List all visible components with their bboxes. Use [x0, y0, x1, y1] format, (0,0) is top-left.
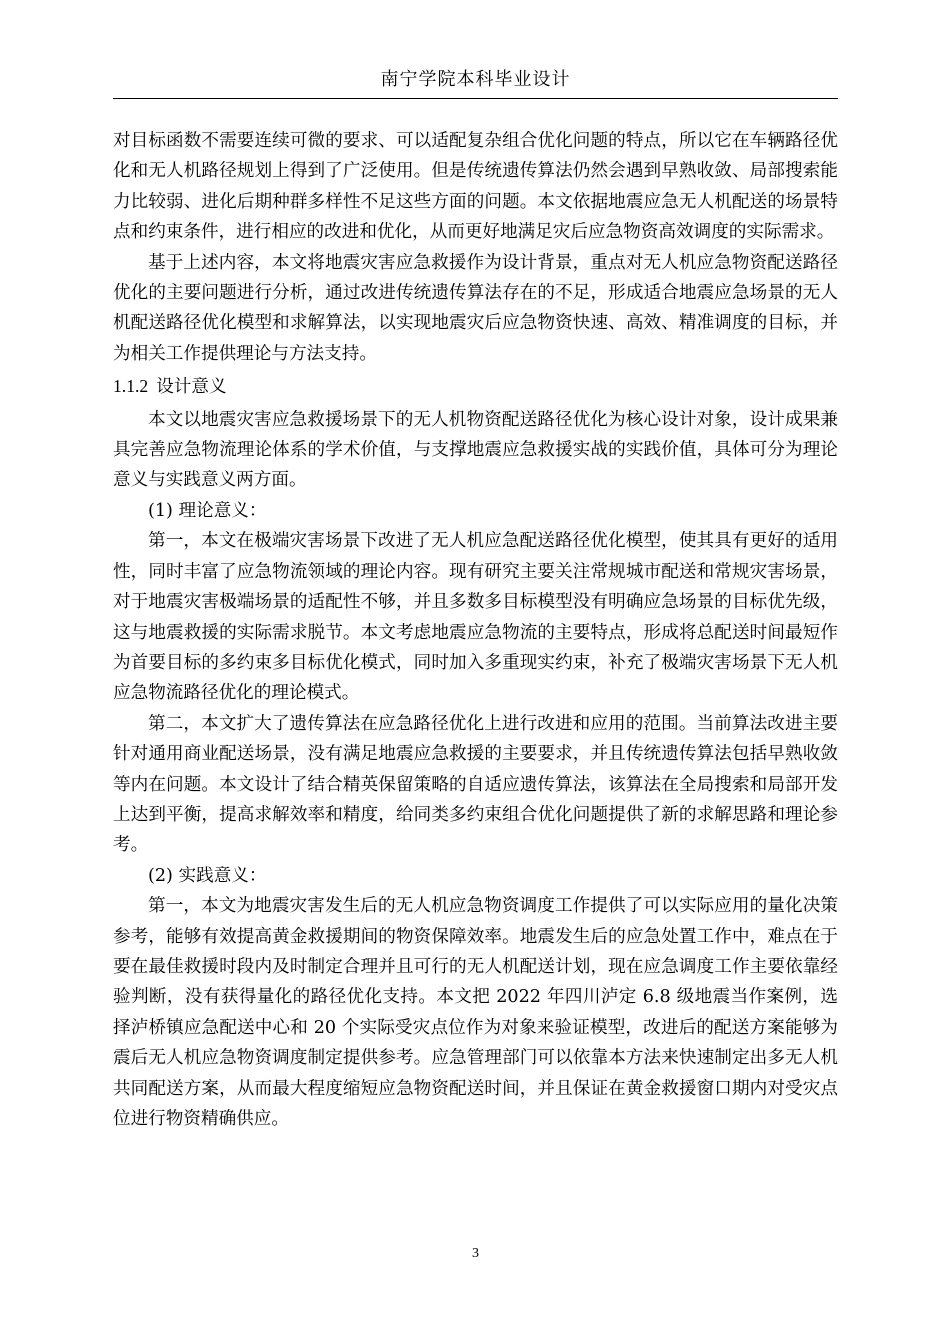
- running-header: 南宁学院本科毕业设计: [380, 69, 571, 90]
- paragraph-significance-intro: 本文以地震灾害应急救援场景下的无人机物资配送路径优化为核心设计对象，设计成果兼具完善应急物流理论体系的学术价值，与支撑地震应急救援实战的实践价值，具体可分为理论意义与实践意义两方面。: [113, 409, 838, 491]
- paragraph-theoretical-second: 第二，本文扩大了遗传算法在应急路径优化上进行改进和应用的范围。当前算法改进主要针对通用商业配送场景，没有满足地震应急救援的主要要求，并且传统遗传算法包括早熟收敛等内在问题。本文设计了结合精英保留策略的自适应遗传算法，该算法在全局搜索和局部开发上达到平衡，提高求解效率和精度，给同类多约束组合优化问题提供了新的求解思路和理论参考。: [113, 713, 838, 856]
- header-rule: [113, 98, 838, 99]
- section-title: 设计意义: [156, 377, 227, 398]
- section-number: 1.1.2: [113, 376, 149, 397]
- paragraph-background-summary: 基于上述内容，本文将地震灾害应急救援作为设计背景，重点对无人机应急物资配送路径优化的主要问题进行分析，通过改进传统遗传算法存在的不足，形成适合地震应急场景的无人机配送路径优化模型和求解算法，以实现地震灾后应急物资快速、高效、精准调度的目标，并为相关工作提供理论与方法支持。: [113, 252, 838, 364]
- paragraph-theoretical-first: 第一，本文在极端灾害场景下改进了无人机应急配送路径优化模型，使其具有更好的适用性，同时丰富了应急物流领域的理论内容。现有研究主要关注常规城市配送和常规灾害场景，对于地震灾害极端场景的适配性不够，并且多数多目标模型没有明确应急场景的目标优先级，这与地震救援的实际需求脱节。本文考虑地震应急物流的主要特点，形成将总配送时间最短作为首要目标的多约束多目标优化模式，同时加入多重现实约束，补充了极端灾害场景下无人机应急物流路径优化的理论模式。: [113, 531, 838, 704]
- subheading-theoretical: (1) 理论意义：: [148, 500, 267, 521]
- page-number: 3: [472, 1246, 479, 1261]
- body-text: [113, 126, 838, 1134]
- paragraph-practical-first: 第一，本文为地震灾害发生后的无人机应急物资调度工作提供了可以实际应用的量化决策参考，能够有效提高黄金救援期间的物资保障效率。地震发生后的应急处置工作中，难点在于要在最佳救援时段内及时制定合理并且可行的无人机配送计划，现在应急调度工作主要依靠经验判断，没有获得量化的路径优化支持。本文把 2022 年四川泸定 6.8 级地震当作案例，选择泸桥镇应急配送中心和 20 个实际受灾点位作为对象来验证模型，改进后的配送方案能够为震后无人机应急物资调度制定提供参考。应急管理部门可以依靠本方法来快速制定出多无人机共同配送方案，从而最大程度缩短应急物资配送时间，并且保证在黄金救援窗口期内对受灾点位进行物资精确供应。: [113, 896, 838, 1129]
- subheading-practical: (2) 实践意义：: [148, 865, 267, 886]
- section-heading: [113, 369, 838, 404]
- paragraph-continued: 对目标函数不需要连续可微的要求、可以适配复杂组合优化问题的特点，所以它在车辆路径优化和无人机路径规划上得到了广泛使用。但是传统遗传算法仍然会遇到早熟收敛、局部搜索能力比较弱、进化后期种群多样性不足这些方面的问题。本文依据地震应急无人机配送的场景特点和约束条件，进行相应的改进和优化，从而更好地满足灾后应急物资高效调度的实际需求。: [113, 131, 838, 243]
